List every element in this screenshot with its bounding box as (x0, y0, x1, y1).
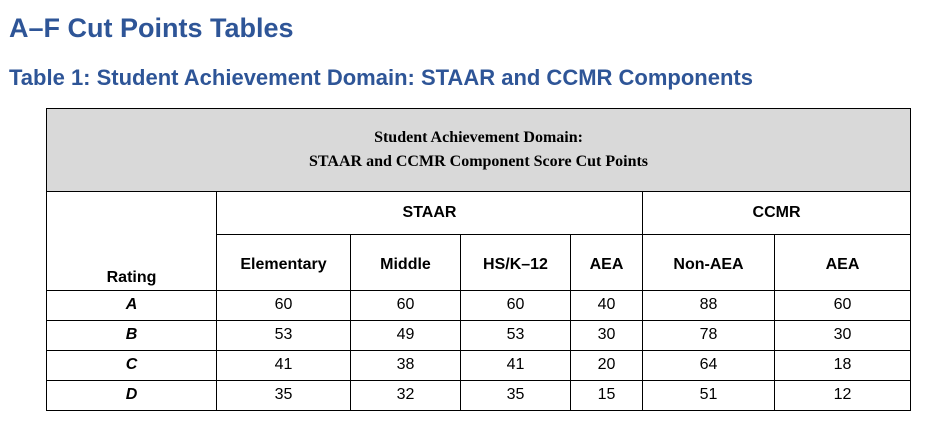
rating-header: Rating (47, 235, 217, 291)
column-header-elementary: Elementary (217, 235, 351, 291)
rating-cell: A (47, 290, 217, 320)
table-caption (47, 109, 911, 192)
rating-cell: D (47, 380, 217, 410)
column-header-middle: Middle (351, 235, 461, 291)
table-row (47, 380, 911, 410)
caption-line-2: STAAR and CCMR Component Score Cut Points (309, 153, 649, 170)
table-cell: 18 (775, 350, 911, 380)
table-cell: 30 (775, 320, 911, 350)
table-cell: 20 (571, 350, 643, 380)
table-heading: Table 1: Student Achievement Domain: STAAR and CCMR Components (9, 65, 753, 90)
column-header-non-aea: Non-AEA (643, 235, 775, 291)
table-cell: 60 (217, 290, 351, 320)
rating-header-top (47, 192, 217, 235)
rating-cell: B (47, 320, 217, 350)
page-title: A–F Cut Points Tables (9, 13, 294, 43)
cut-points-table (46, 108, 911, 411)
table-cell: 64 (643, 350, 775, 380)
caption-line-1: Student Achievement Domain: (374, 129, 583, 146)
staar-group-header: STAAR (217, 192, 643, 235)
table-cell: 60 (461, 290, 571, 320)
table-cell: 41 (217, 350, 351, 380)
table-cell: 51 (643, 380, 775, 410)
table-cell: 53 (217, 320, 351, 350)
table-row (47, 320, 911, 350)
table-cell: 38 (351, 350, 461, 380)
column-header-staar-aea: AEA (571, 235, 643, 291)
table-cell: 40 (571, 290, 643, 320)
table-cell: 35 (461, 380, 571, 410)
table-cell: 78 (643, 320, 775, 350)
table-row (47, 290, 911, 320)
ccmr-group-header: CCMR (643, 192, 911, 235)
table-cell: 49 (351, 320, 461, 350)
table-cell: 53 (461, 320, 571, 350)
table-cell: 60 (775, 290, 911, 320)
column-header-ccmr-aea: AEA (775, 235, 911, 291)
table-cell: 41 (461, 350, 571, 380)
table-cell: 35 (217, 380, 351, 410)
table-cell: 88 (643, 290, 775, 320)
table-row (47, 350, 911, 380)
table-cell: 12 (775, 380, 911, 410)
table-cell: 15 (571, 380, 643, 410)
table-cell: 32 (351, 380, 461, 410)
table-cell: 30 (571, 320, 643, 350)
rating-cell: C (47, 350, 217, 380)
table-cell: 60 (351, 290, 461, 320)
column-header-hs-k12: HS/K–12 (461, 235, 571, 291)
